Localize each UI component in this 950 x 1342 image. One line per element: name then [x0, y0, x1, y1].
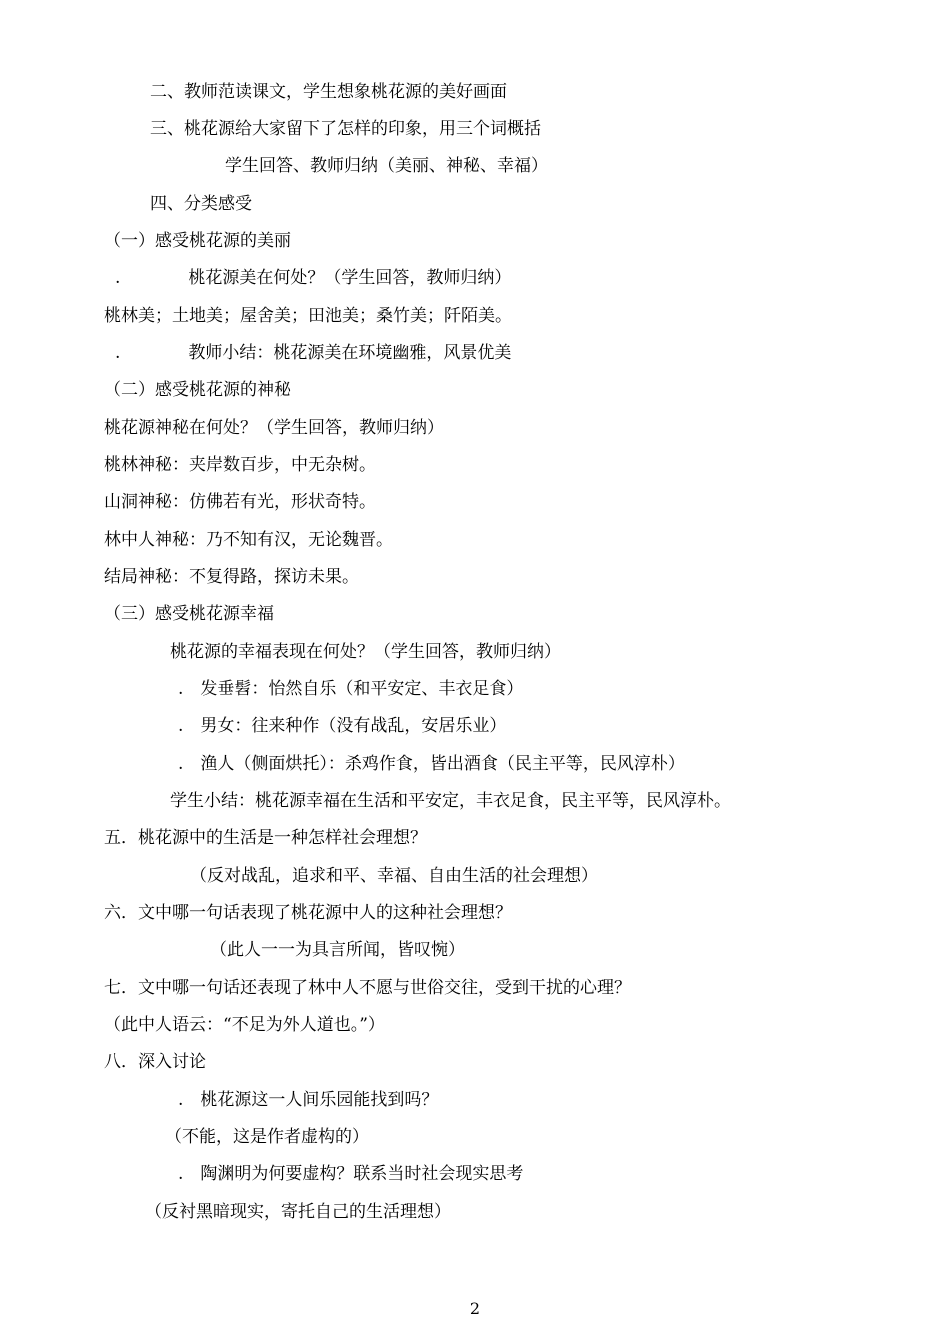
section-heading-8: 八．深入讨论	[104, 1052, 206, 1072]
list-item: . 渔人（侧面烘托）：杀鸡作食，皆出酒食（民主平等，民风淳朴）	[178, 754, 685, 774]
list-item: . 发垂髫：怡然自乐（和平安定、丰衣足食）	[178, 679, 524, 699]
answer-line: （此中人语云：“不足为外人道也。”）	[104, 1015, 385, 1035]
answer-line: （反衬黑暗现实，寄托自己的生活理想）	[145, 1202, 451, 1222]
section-heading-5: 五．桃花源中的生活是一种怎样社会理想？	[104, 828, 427, 848]
question-line: . 桃花源这一人间乐园能找到吗？	[178, 1090, 439, 1110]
answer-line: 结局神秘：不复得路，探访未果。	[104, 567, 359, 587]
subsection-heading-1: （一）感受桃花源的美丽	[104, 231, 291, 251]
list-item: . 男女：往来种作（没有战乱，安居乐业）	[178, 716, 507, 736]
answer-line: （反对战乱，追求和平、幸福、自由生活的社会理想）	[190, 866, 598, 886]
question-line: . 桃花源美在何处？（学生回答，教师归纳）	[115, 268, 512, 288]
section-heading-4: 四、分类感受	[150, 194, 252, 214]
answer-line: （不能，这是作者虚构的）	[165, 1127, 369, 1147]
section-heading-7: 七．文中哪一句话还表现了林中人不愿与世俗交往，受到干扰的心理？	[104, 978, 631, 998]
summary-line: 学生小结：桃花源幸福在生活和平安定，丰衣足食，民主平等，民风淳朴。	[170, 791, 731, 811]
page-number: 2	[469, 1299, 481, 1318]
summary-line: . 教师小结：桃花源美在环境幽雅，风景优美	[115, 343, 512, 363]
section-heading-3: 三、桃花源给大家留下了怎样的印象，用三个词概括	[150, 119, 541, 139]
question-line: 桃花源神秘在何处？（学生回答，教师归纳）	[104, 418, 444, 438]
answer-line: 桃林神秘：夹岸数百步，中无杂树。	[104, 455, 376, 475]
answer-line: 桃林美；土地美；屋舍美；田池美；桑竹美；阡陌美。	[104, 306, 512, 326]
answer-line: （此人一一为具言所闻，皆叹惋）	[210, 940, 465, 960]
subsection-heading-2: （二）感受桃花源的神秘	[104, 380, 291, 400]
answer-line: 山洞神秘：仿佛若有光，形状奇特。	[104, 492, 376, 512]
answer-line: 林中人神秘：乃不知有汉，无论魏晋。	[104, 530, 393, 550]
section-heading-2: 二、教师范读课文，学生想象桃花源的美好画面	[150, 82, 507, 102]
section-heading-6: 六．文中哪一句话表现了桃花源中人的这种社会理想？	[104, 903, 512, 923]
subsection-heading-3: （三）感受桃花源幸福	[104, 604, 274, 624]
question-line: 桃花源的幸福表现在何处？（学生回答，教师归纳）	[170, 642, 561, 662]
answer-line: 学生回答、教师归纳（美丽、神秘、幸福）	[225, 156, 548, 176]
question-line: . 陶渊明为何要虚构？联系当时社会现实思考	[178, 1164, 524, 1184]
